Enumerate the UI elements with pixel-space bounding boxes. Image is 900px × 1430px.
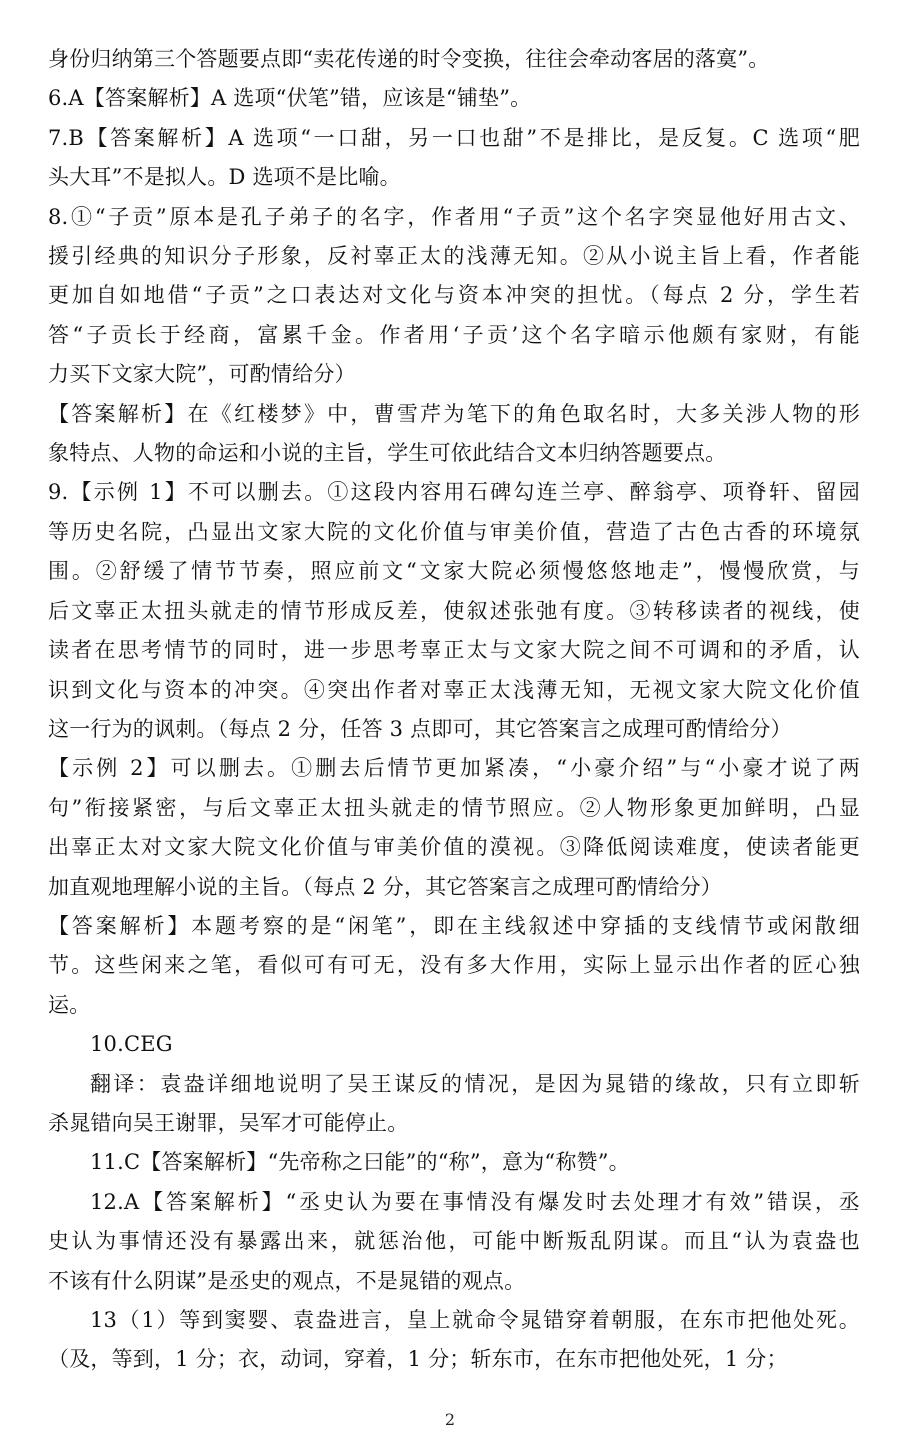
- text-line: 【示例 2】可以删去。①删去后情节更加紧凑，“小豪介绍”与“小豪才说了两: [48, 756, 860, 781]
- page-number: 2: [444, 1410, 456, 1429]
- document-body: [48, 40, 860, 1380]
- text-line: 句”衔接紧密，与后文辜正太扭头就走的情节照应。②人物形象更加鲜明，凸显: [48, 795, 860, 820]
- text-line: 不该有什么阴谋”是丞史的观点，不是晁错的观点。: [48, 1268, 526, 1293]
- text-line: 史认为事情还没有暴露出来，就惩治他，可能中断叛乱阴谋。而且“认为袁盎也: [48, 1229, 860, 1254]
- text-line: 识到文化与资本的冲突。④突出作者对辜正太浅薄无知，无视文家大院文化价值: [48, 677, 860, 702]
- text-line: 【答案解析】本题考察的是“闲笔”，即在主线叙述中穿插的支线情节或闲散细: [48, 913, 860, 938]
- paragraph-q8: [48, 198, 860, 395]
- text-line: 8.①“子贡”原本是孔子弟子的名字，作者用“子贡”这个名字突显他好用古文、: [48, 204, 860, 229]
- text-line: 7.B【答案解析】A 选项“一口甜，另一口也甜”不是排比，是反复。C 选项“肥: [48, 125, 860, 150]
- text-line: 读者在思考情节的同时，进一步思考辜正太与文家大院之间不可调和的矛盾，认: [48, 638, 860, 663]
- text-line: 11.C【答案解析】“先帝称之曰能”的“称”，意为“称赞”。: [90, 1150, 630, 1175]
- paragraph-q9-ex2: [48, 749, 860, 907]
- text-line: 加直观地理解小说的主旨。（每点 2 分，其它答案言之成理可酌情给分）: [48, 874, 723, 899]
- text-line: 后文辜正太扭头就走的情节形成反差，使叙述张弛有度。③转移读者的视线，使: [48, 598, 860, 623]
- text-line: 头大耳”不是拟人。D 选项不是比喻。: [48, 165, 401, 190]
- text-line: 6.A【答案解析】A 选项“伏笔”错，应该是“铺垫”。: [48, 86, 532, 111]
- paragraph-q9-analysis: [48, 907, 860, 1025]
- text-line: 答“子贡长于经商，富累千金。作者用‘子贡’这个名字暗示他颇有家财，有能: [48, 322, 860, 347]
- text-line: 援引经典的知识分子形象，反衬辜正太的浅薄无知。②从小说主旨上看，作者能: [48, 244, 860, 269]
- text-line: 13（1）等到窦婴、袁盎进言，皇上就命令晁错穿着朝服，在东市把他处死。: [90, 1308, 860, 1332]
- text-line: 9.【示例 1】不可以删去。①这段内容用石碑勾连兰亭、醉翁亭、项脊轩、留园: [48, 480, 860, 505]
- paragraph-q6: [48, 79, 860, 118]
- text-line: 身份归纳第三个答题要点即“卖花传递的时令变换，往往会牵动客居的落寞”。: [48, 47, 770, 71]
- text-line: 等历史名院，凸显出文家大院的文化价值与审美价值，营造了古色古香的环境氛: [48, 519, 860, 544]
- text-line: 12.A【答案解析】“丞史认为要在事情没有爆发时去处理才有效”错误，丞: [90, 1189, 860, 1214]
- paragraph-q7: [48, 119, 860, 198]
- text-line: 【答案解析】在《红楼梦》中，曹雪芹为笔下的角色取名时，大多关涉人物的形: [48, 401, 860, 426]
- text-line: 10.CEG: [90, 1032, 173, 1057]
- text-line: 力买下文家大院”，可酌情给分）: [48, 362, 356, 387]
- paragraph-q10: [48, 1025, 860, 1064]
- paragraph-q8-analysis: [48, 395, 860, 474]
- text-line: 这一行为的讽刺。（每点 2 分，任答 3 点即可，其它答案言之成理可酌情给分）: [48, 716, 792, 741]
- text-line: 更加自如地借“子贡”之口表达对文化与资本冲突的担忧。（每点 2 分，学生若: [48, 283, 860, 308]
- paragraph-q9-ex1: [48, 473, 860, 749]
- paragraph-p0: [48, 40, 860, 79]
- paragraph-q13: [48, 1301, 860, 1380]
- paragraph-q11: [48, 1143, 860, 1182]
- text-line: 出辜正太对文家大院文化价值与审美价值的漠视。③降低阅读难度，使读者能更: [48, 835, 860, 860]
- paragraph-q10-translation: [48, 1065, 860, 1144]
- text-line: 翻译：袁盎详细地说明了吴王谋反的情况，是因为晁错的缘故，只有立即斩: [90, 1071, 860, 1096]
- paragraph-q12: [48, 1183, 860, 1301]
- text-line: 象特点、人物的命运和小说的主旨，学生可依此结合文本归纳答题要点。: [48, 441, 727, 466]
- text-line: 杀晁错向吴王谢罪，吴军才可能停止。: [48, 1110, 409, 1135]
- text-line: 围。②舒缓了情节节奏，照应前文“文家大院必须慢悠悠地走”，慢慢欣赏，与: [48, 559, 860, 584]
- text-line: 运。: [48, 992, 91, 1017]
- text-line: 节。这些闲来之笔，看似可有可无，没有多大作用，实际上显示出作者的匠心独: [48, 953, 860, 978]
- text-line: （及，等到，1 分；衣，动词，穿着，1 分；斩东市，在东市把他处死，1 分；: [48, 1347, 788, 1372]
